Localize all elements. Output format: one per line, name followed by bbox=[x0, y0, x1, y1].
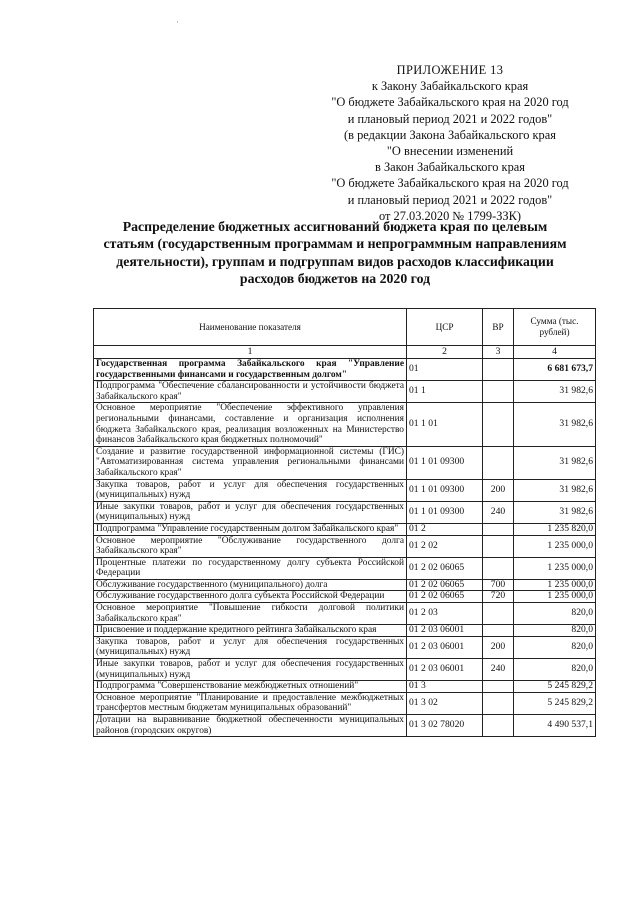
cell-name: Дотации на выравнивание бюджетной обеспеченности муниципальных районов (городских округов) bbox=[94, 715, 407, 737]
column-number: 1 bbox=[94, 346, 407, 359]
cell-csr: 01 1 01 09300 bbox=[407, 479, 483, 501]
table-body bbox=[94, 359, 596, 737]
cell-sum: 4 490 537,1 bbox=[514, 715, 596, 737]
table-row bbox=[94, 591, 596, 603]
table-row bbox=[94, 557, 596, 579]
header-line: "О бюджете Забайкальского края на 2020 год bbox=[331, 176, 569, 191]
cell-vr: 720 bbox=[483, 591, 514, 603]
cell-csr: 01 2 03 bbox=[407, 603, 483, 625]
document-heading bbox=[85, 218, 585, 287]
cell-csr: 01 2 02 06065 bbox=[407, 557, 483, 579]
column-number: 2 bbox=[407, 346, 483, 359]
cell-sum: 5 245 829,2 bbox=[514, 692, 596, 714]
header-line: к Закону Забайкальского края bbox=[371, 79, 529, 94]
cell-name: Государственная программа Забайкальского края "Управление государственными финансами и государственным долгом" bbox=[94, 359, 407, 381]
cell-name: Создание и развитие государственной информационной системы (ГИС) "Автоматизированная система управления региональными финансами Забайкальского края" bbox=[94, 446, 407, 479]
cell-csr: 01 1 01 09300 bbox=[407, 501, 483, 523]
cell-csr: 01 3 bbox=[407, 681, 483, 693]
cell-sum: 1 235 820,0 bbox=[514, 523, 596, 535]
header-line: "О бюджете Забайкальского края на 2020 год bbox=[331, 95, 569, 110]
cell-vr bbox=[483, 603, 514, 625]
cell-vr bbox=[483, 681, 514, 693]
heading-line: расходов бюджетов на 2020 год bbox=[239, 270, 431, 286]
cell-name: Основное мероприятие "Планирование и предоставление межбюджетных трансфертов местным бюджетам муниципальных образований" bbox=[94, 692, 407, 714]
cell-vr: 240 bbox=[483, 659, 514, 681]
cell-sum: 31 982,6 bbox=[514, 403, 596, 446]
table-row bbox=[94, 692, 596, 714]
cell-csr: 01 3 02 bbox=[407, 692, 483, 714]
table-row bbox=[94, 535, 596, 557]
cell-csr: 01 3 02 78020 bbox=[407, 715, 483, 737]
cell-vr bbox=[483, 359, 514, 381]
cell-sum: 31 982,6 bbox=[514, 446, 596, 479]
cell-name: Иные закупки товаров, работ и услуг для обеспечения государственных (муниципальных) нужд bbox=[94, 501, 407, 523]
table-row bbox=[94, 479, 596, 501]
cell-name: Обслуживание государственного (муниципального) долга bbox=[94, 579, 407, 591]
cell-name: Подпрограмма "Совершенствование межбюджетных отношений" bbox=[94, 681, 407, 693]
table-row bbox=[94, 681, 596, 693]
table-row bbox=[94, 381, 596, 403]
cell-vr bbox=[483, 446, 514, 479]
column-header-sum: Сумма (тыс. рублей) bbox=[514, 309, 596, 346]
cell-vr bbox=[483, 403, 514, 446]
cell-name: Обслуживание государственного долга субъекта Российской Федерации bbox=[94, 591, 407, 603]
header-line: в Закон Забайкальского края bbox=[375, 160, 525, 175]
table-row bbox=[94, 403, 596, 446]
cell-sum: 1 235 000,0 bbox=[514, 557, 596, 579]
scan-mark: · bbox=[176, 17, 179, 27]
header-line: и плановый период 2021 и 2022 годов" bbox=[347, 192, 553, 207]
table-row bbox=[94, 579, 596, 591]
cell-name: Закупка товаров, работ и услуг для обеспечения государственных (муниципальных) нужд bbox=[94, 479, 407, 501]
cell-name: Подпрограмма "Обеспечение сбалансированности и устойчивости бюджета Забайкальского края" bbox=[94, 381, 407, 403]
cell-vr bbox=[483, 535, 514, 557]
cell-csr: 01 2 02 bbox=[407, 535, 483, 557]
header-line: "О внесении изменений bbox=[386, 144, 514, 159]
appendix-header bbox=[300, 62, 600, 224]
column-number: 3 bbox=[483, 346, 514, 359]
cell-vr bbox=[483, 692, 514, 714]
cell-name: Иные закупки товаров, работ и услуг для обеспечения государственных (муниципальных) нужд bbox=[94, 659, 407, 681]
cell-csr: 01 2 03 06001 bbox=[407, 636, 483, 658]
cell-csr: 01 1 01 09300 bbox=[407, 446, 483, 479]
cell-csr: 01 2 03 06001 bbox=[407, 625, 483, 637]
cell-csr: 01 2 03 06001 bbox=[407, 659, 483, 681]
cell-name: Основное мероприятие "Обслуживание государственного долга Забайкальского края" bbox=[94, 535, 407, 557]
header-line: (в редакции Закона Забайкальского края bbox=[344, 127, 556, 142]
cell-csr: 01 2 bbox=[407, 523, 483, 535]
table-row bbox=[94, 446, 596, 479]
table-row bbox=[94, 625, 596, 637]
cell-sum: 31 982,6 bbox=[514, 381, 596, 403]
cell-sum: 820,0 bbox=[514, 636, 596, 658]
table-row bbox=[94, 359, 596, 381]
cell-csr: 01 bbox=[407, 359, 483, 381]
header-line: и плановый период 2021 и 2022 годов" bbox=[347, 111, 553, 126]
column-number-row bbox=[94, 346, 596, 359]
column-number: 4 bbox=[514, 346, 596, 359]
cell-sum: 1 235 000,0 bbox=[514, 579, 596, 591]
cell-sum: 6 681 673,7 bbox=[514, 359, 596, 381]
cell-sum: 820,0 bbox=[514, 625, 596, 637]
cell-vr bbox=[483, 381, 514, 403]
cell-name: Основное мероприятие "Обеспечение эффективного управления региональными финансами, составление и организация исполнения бюджета Забайкальского края, реализация возложенных на Министерство финансов Забайкальского края бюджетных полномочий" bbox=[94, 403, 407, 446]
cell-sum: 31 982,6 bbox=[514, 479, 596, 501]
table-row bbox=[94, 636, 596, 658]
column-header-name: Наименование показателя bbox=[94, 309, 407, 346]
cell-vr: 240 bbox=[483, 501, 514, 523]
column-header-vr: ВР bbox=[483, 309, 514, 346]
cell-vr: 700 bbox=[483, 579, 514, 591]
cell-sum: 1 235 000,0 bbox=[514, 535, 596, 557]
cell-name: Присвоение и поддержание кредитного рейтинга Забайкальского края bbox=[94, 625, 407, 637]
cell-vr: 200 bbox=[483, 479, 514, 501]
cell-name: Закупка товаров, работ и услуг для обеспечения государственных (муниципальных) нужд bbox=[94, 636, 407, 658]
cell-sum: 1 235 000,0 bbox=[514, 591, 596, 603]
cell-name: Подпрограмма "Управление государственным долгом Забайкальского края" bbox=[94, 523, 407, 535]
cell-name: Процентные платежи по государственному долгу субъекта Российской Федерации bbox=[94, 557, 407, 579]
cell-csr: 01 1 bbox=[407, 381, 483, 403]
cell-vr bbox=[483, 523, 514, 535]
cell-sum: 820,0 bbox=[514, 659, 596, 681]
appendix-title: ПРИЛОЖЕНИЕ 13 bbox=[396, 63, 504, 77]
heading-line: статьям (государственным программам и непрограммным направлениям bbox=[103, 236, 567, 252]
cell-vr: 200 bbox=[483, 636, 514, 658]
heading-line: деятельности), группам и подгруппам видов расходов классификации bbox=[116, 253, 554, 269]
budget-table bbox=[93, 308, 596, 737]
cell-sum: 820,0 bbox=[514, 603, 596, 625]
table-header-row bbox=[94, 309, 596, 346]
header-line: от 27.03.2020 № 1799-ЗЗК) bbox=[378, 208, 522, 223]
cell-csr: 01 2 02 06065 bbox=[407, 579, 483, 591]
cell-name: Основное мероприятие "Повышение гибкости долговой политики Забайкальского края" bbox=[94, 603, 407, 625]
table-row bbox=[94, 659, 596, 681]
cell-sum: 5 245 829,2 bbox=[514, 681, 596, 693]
heading-line: Распределение бюджетных ассигнований бюджета края по целевым bbox=[122, 219, 548, 234]
table-row bbox=[94, 715, 596, 737]
table-row bbox=[94, 501, 596, 523]
cell-sum: 31 982,6 bbox=[514, 501, 596, 523]
cell-vr bbox=[483, 625, 514, 637]
cell-vr bbox=[483, 715, 514, 737]
table-row bbox=[94, 523, 596, 535]
cell-csr: 01 1 01 bbox=[407, 403, 483, 446]
cell-vr bbox=[483, 557, 514, 579]
cell-csr: 01 2 02 06065 bbox=[407, 591, 483, 603]
table-row bbox=[94, 603, 596, 625]
column-header-csr: ЦСР bbox=[407, 309, 483, 346]
